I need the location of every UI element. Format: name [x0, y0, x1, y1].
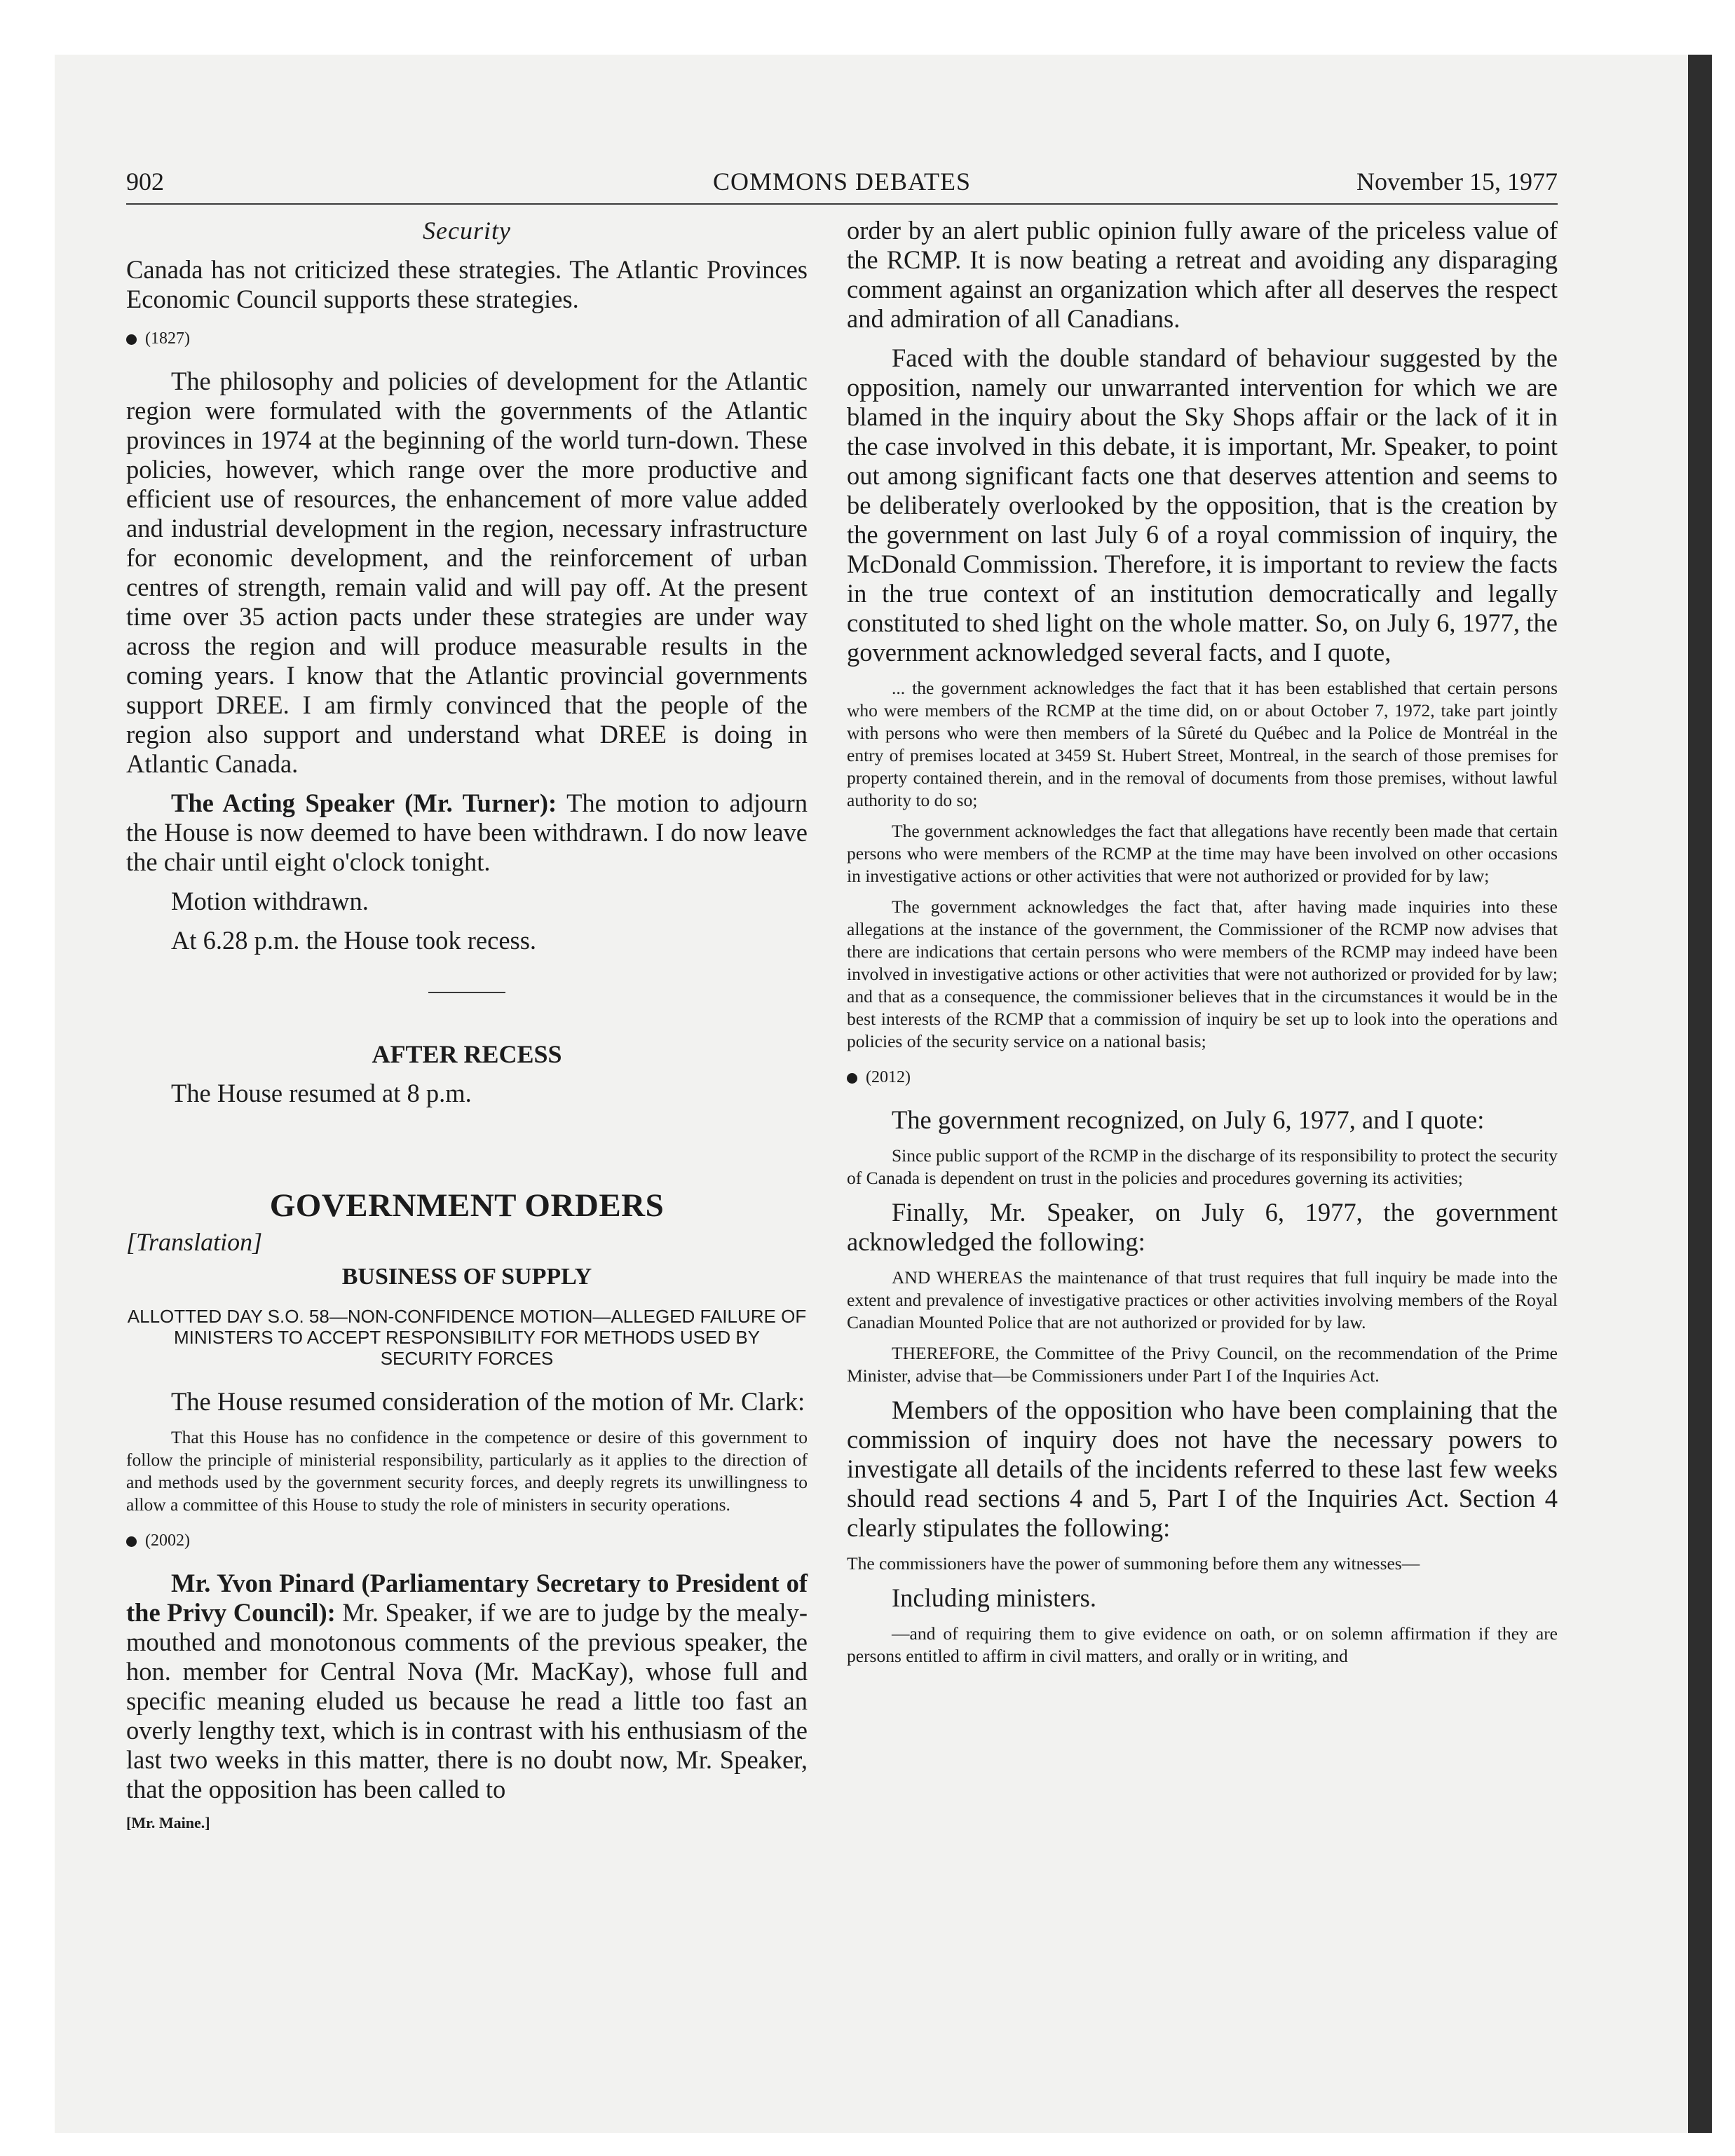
paragraph: The House resumed at 8 p.m.	[171, 1079, 472, 1107]
quoted-text: The government acknowledges the fact that allegations have recently been made that certain persons who were members of the RCMP at the time may have been involved on other occasions in investigative actions or other activities that were not authorized or provided for by law;	[847, 821, 1558, 886]
time-marker-label: (2012)	[866, 1068, 911, 1086]
section-divider	[428, 992, 505, 993]
left-column	[126, 216, 808, 1832]
bullet-icon	[847, 1073, 857, 1084]
speech-text: The motion to adjourn the House is now deemed to have been withdrawn. I do now leave the chair until eight o'clock tonight.	[126, 789, 808, 876]
page-number: 902	[126, 168, 164, 196]
scan-edge-bar	[1688, 55, 1712, 2133]
time-marker-label: (2002)	[145, 1531, 190, 1550]
paragraph: The philosophy and policies of development for the Atlantic region were formulated with the governments of the Atlantic provinces in 1974 at the beginning of the world turn-down. These policies, however, which range over the more productive and efficient use of resources, the enhancement of more value added and industrial development in the region, necessary infrastructure for economic development, and the reinforcement of urban centres of strength, remain valid and will pay off. At the present time over 35 action pacts under these strategies are under way across the region and will produce measurable results in the coming years. I know that the Atlantic provincial governments support DREE. I am firmly convinced that the people of the region also support and understand what DREE is doing in Atlantic Canada.	[126, 367, 808, 778]
time-marker	[847, 1068, 1558, 1087]
paragraph: Canada has not criticized these strategies. The Atlantic Provinces Economic Council supports these strategies.	[126, 255, 808, 313]
quoted-motion: That this House has no confidence in the competence or desire of this government to follow the principle of ministerial responsibility, particularly as it applies to the direction of and methods used by the government security forces, and deeply regrets its unwillingness to allow a committee of this House to study the role of ministers in security operations.	[126, 1427, 808, 1515]
bullet-icon	[126, 1536, 137, 1547]
paragraph: At 6.28 p.m. the House took recess.	[171, 926, 537, 955]
quoted-text: AND WHEREAS the maintenance of that trust requires that full inquiry be made into the extent and prevalence of investigative practices or other activities involving members of the Royal Canadian Mounted Police that are not authorized or provided for by law.	[847, 1267, 1558, 1332]
paragraph: Faced with the double standard of behaviour suggested by the opposition, namely our unwarranted intervention for which we are blamed in the inquiry about the Sky Shops affair or the lack of it in the case involved in this debate, it is important, Mr. Speaker, to point out among significant facts one that deserves attention and seems to be deliberately overlooked by the opposition, that is the creation by the government on last July 6 of a royal commission of inquiry, the McDonald Commission. Therefore, it is important to review the facts in the true context of an institution democratically and legally constituted to shed light on the whole matter. So, on July 6, 1977, the government acknowledged several facts, and I quote,	[847, 343, 1558, 667]
paragraph: The government recognized, on July 6, 1977, and I quote:	[892, 1105, 1485, 1134]
time-marker	[126, 1531, 808, 1550]
section-heading-large: GOVERNMENT ORDERS	[269, 1187, 665, 1224]
quoted-text: Since public support of the RCMP in the discharge of its responsibility to protect the security of Canada is dependent on trust in the policies and procedures governing its activities;	[847, 1145, 1558, 1188]
speaker-paragraph	[126, 789, 808, 877]
paragraph: Finally, Mr. Speaker, on July 6, 1977, the government acknowledged the following:	[847, 1198, 1558, 1256]
right-column	[847, 216, 1558, 1676]
speaker-name: The Acting Speaker (Mr. Turner):	[171, 789, 557, 817]
section-heading: AFTER RECESS	[372, 1040, 562, 1068]
quoted-text: —and of requiring them to give evidence on oath, or on solemn affirmation if they are persons entitled to affirm in civil matters, and orally or in writing, and	[847, 1623, 1558, 1666]
paragraph: order by an alert public opinion fully aware of the priceless value of the RCMP. It is now beating a retreat and avoiding any disparaging comment against an organization which after all deserves the respect and admiration of all Canadians.	[847, 216, 1558, 333]
motion-heading: ALLOTTED DAY S.O. 58—NON-CONFIDENCE MOTION—ALLEGED FAILURE OF MINISTERS TO ACCEPT RESPONSIBILITY FOR METHODS USED BY SECURITY FORCES	[127, 1306, 807, 1369]
subsection-heading: BUSINESS OF SUPPLY	[341, 1264, 592, 1290]
translation-note: [Translation]	[126, 1228, 263, 1256]
bullet-icon	[126, 334, 137, 345]
subject-heading: Security	[423, 217, 511, 245]
quoted-text: The government acknowledges the fact that, after having made inquiries into these allegations at the instance of the government, the Commissioner of the RCMP now advises that there are indications that certain persons who were members of the RCMP may indeed have been involved in investigative actions or other activities that were not authorized or provided for by law; and that as a consequence, the commissioner believes that in the circumstances it would be in the best interests of the RCMP that a commission of inquiry be set up to look into the operations and policies of the security service on a national basis;	[847, 896, 1558, 1051]
publication-date: November 15, 1977	[1356, 168, 1558, 196]
paragraph: Motion withdrawn.	[171, 887, 369, 915]
paragraph: Members of the opposition who have been complaining that the commission of inquiry does not have the necessary powers to investigate all details of the incidents referred to these last few weeks should read sections 4 and 5, Part I of the Inquiries Act. Section 4 clearly stipulates the following:	[847, 1396, 1558, 1542]
speaker-paragraph	[126, 1569, 808, 1804]
quoted-text: THEREFORE, the Committee of the Privy Council, on the recommendation of the Prime Minister, advise that—be Commissioners under Part I of the Inquiries Act.	[847, 1343, 1558, 1386]
time-marker	[126, 329, 808, 348]
quoted-text: The commissioners have the power of summoning before them any witnesses—	[847, 1553, 1420, 1574]
speaker-reference: [Mr. Maine.]	[126, 1814, 210, 1831]
speaker-name: Mr. Yvon Pinard (Parliamentary Secretary to President of the Privy Council):	[126, 1569, 808, 1627]
publication-title: COMMONS DEBATES	[712, 168, 972, 196]
page-header	[126, 167, 1558, 205]
quoted-text: ... the government acknowledges the fact that it has been established that certain persons who were members of the RCMP at the time did, on or about October 7, 1972, take part jointly with persons who were then members of la Sûreté du Québec and la Police de Montréal in the entry of premises located at 3459 St. Hubert Street, Montreal, in the search of those premises for property contained therein, and in the removal of documents from those premises, without lawful authority to do so;	[847, 678, 1558, 810]
time-marker-label: (1827)	[145, 329, 190, 348]
paragraph: Including ministers.	[892, 1583, 1096, 1612]
speech-text: Mr. Speaker, if we are to judge by the mealy-mouthed and monotonous comments of the previous speaker, the hon. member for Central Nova (Mr. MacKay), whose full and specific meaning eluded us because he read a little too fast an overly lengthy text, which is in contrast with his enthusiasm of the last two weeks in this matter, there is no doubt now, Mr. Speaker, that the opposition has been called to	[126, 1598, 808, 1803]
paragraph: The House resumed consideration of the motion of Mr. Clark:	[171, 1387, 805, 1416]
